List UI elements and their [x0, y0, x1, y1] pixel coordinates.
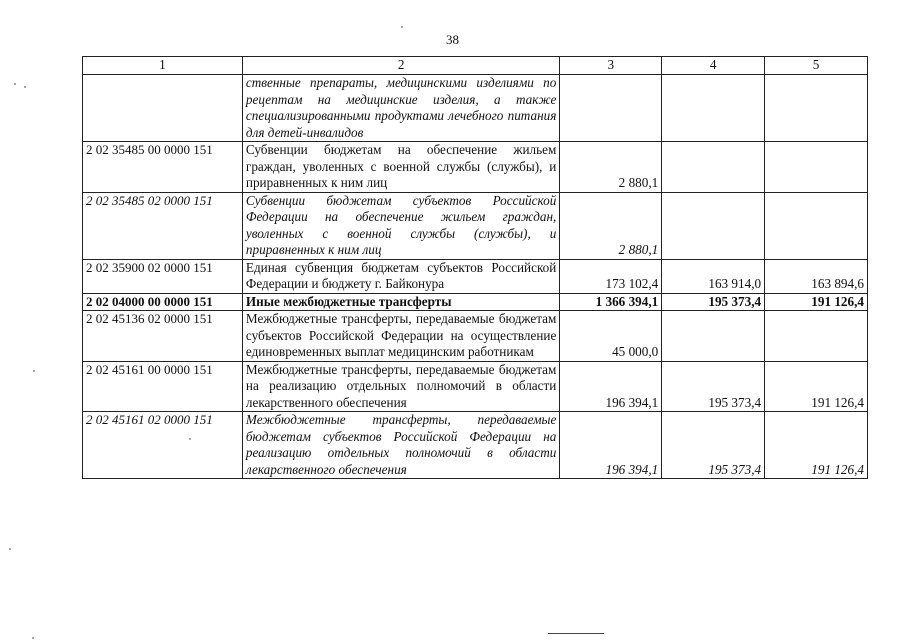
amount-col3-cell: 173 102,4	[560, 259, 662, 293]
column-header-1: 1	[83, 57, 243, 75]
description-cell: Единая субвенция бюджетам субъектов Российской Федерации и бюджету г. Байконура	[242, 259, 559, 293]
budget-code-cell: 2 02 45136 02 0000 151	[83, 311, 243, 362]
amount-col5-cell	[765, 311, 868, 362]
column-header-5: 5	[765, 57, 868, 75]
header-row	[83, 57, 868, 75]
budget-code-cell: 2 02 04000 00 0000 151	[83, 293, 243, 311]
description-cell: Межбюджетные трансферты, передаваемые бюджетам на реализацию отдельных полномочий в области лекарственного обеспечения	[242, 361, 559, 412]
amount-col4-cell: 163 914,0	[662, 259, 765, 293]
table-row	[83, 361, 868, 412]
table-row	[83, 75, 868, 142]
amount-col5-cell	[765, 192, 868, 259]
budget-code-cell	[83, 75, 243, 142]
amount-col4-cell: 195 373,4	[662, 412, 765, 479]
table-row	[83, 412, 868, 479]
scan-speck	[33, 370, 35, 372]
amount-col4-cell	[662, 192, 765, 259]
budget-code-cell: 2 02 35485 02 0000 151	[83, 192, 243, 259]
description-cell: Межбюджетные трансферты, передаваемые бюджетам субъектов Российской Федерации на реализацию отдельных полномочий в области лекарственного обеспечения	[242, 412, 559, 479]
description-cell: Межбюджетные трансферты, передаваемые бюджетам субъектов Российской Федерации на осуществление единовременных выплат медицинским работникам	[242, 311, 559, 362]
amount-col5-cell	[765, 75, 868, 142]
amount-col5-cell: 191 126,4	[765, 361, 868, 412]
scan-speck	[24, 86, 26, 88]
amount-col3-cell	[560, 75, 662, 142]
amount-col5-cell: 191 126,4	[765, 412, 868, 479]
amount-col3-cell: 2 880,1	[560, 142, 662, 193]
description-cell: Субвенции бюджетам на обеспечение жильем граждан, уволенных с военной службы (службы), и приравненных к ним лиц	[242, 142, 559, 193]
budget-code-cell: 2 02 35900 02 0000 151	[83, 259, 243, 293]
description-cell: Иные межбюджетные трансферты	[242, 293, 559, 311]
table-row	[83, 192, 868, 259]
table-row	[83, 142, 868, 193]
table-row	[83, 293, 868, 311]
amount-col3-cell: 2 880,1	[560, 192, 662, 259]
budget-code-cell: 2 02 35485 00 0000 151	[83, 142, 243, 193]
column-header-2: 2	[242, 57, 559, 75]
scan-speck	[9, 548, 11, 550]
amount-col4-cell	[662, 311, 765, 362]
scan-speck	[189, 438, 191, 440]
description-cell: Субвенции бюджетам субъектов Российской Федерации на обеспечение жильем граждан, уволенных с военной службы (службы), и приравненных к ним лиц	[242, 192, 559, 259]
scan-speck	[32, 637, 34, 639]
amount-col4-cell: 195 373,4	[662, 293, 765, 311]
amount-col3-cell: 196 394,1	[560, 412, 662, 479]
amount-col5-cell	[765, 142, 868, 193]
amount-col3-cell: 196 394,1	[560, 361, 662, 412]
description-cell: ственные препараты, медицинскими изделиями по рецептам на медицинские изделия, а также специализированными продуктами лечебного питания для детей-инвалидов	[242, 75, 559, 142]
table-header	[83, 57, 868, 75]
budget-table	[82, 56, 868, 479]
scan-speck	[401, 26, 403, 28]
footer-rule	[548, 633, 604, 634]
table-row	[83, 259, 868, 293]
amount-col4-cell	[662, 142, 765, 193]
amount-col3-cell: 45 000,0	[560, 311, 662, 362]
amount-col5-cell: 163 894,6	[765, 259, 868, 293]
budget-code-cell: 2 02 45161 02 0000 151	[83, 412, 243, 479]
amount-col4-cell: 195 373,4	[662, 361, 765, 412]
amount-col4-cell	[662, 75, 765, 142]
column-header-4: 4	[662, 57, 765, 75]
amount-col3-cell: 1 366 394,1	[560, 293, 662, 311]
page-number: 38	[446, 32, 459, 47]
scan-speck	[14, 83, 16, 85]
budget-code-cell: 2 02 45161 00 0000 151	[83, 361, 243, 412]
table-row	[83, 311, 868, 362]
amount-col5-cell: 191 126,4	[765, 293, 868, 311]
column-header-3: 3	[560, 57, 662, 75]
